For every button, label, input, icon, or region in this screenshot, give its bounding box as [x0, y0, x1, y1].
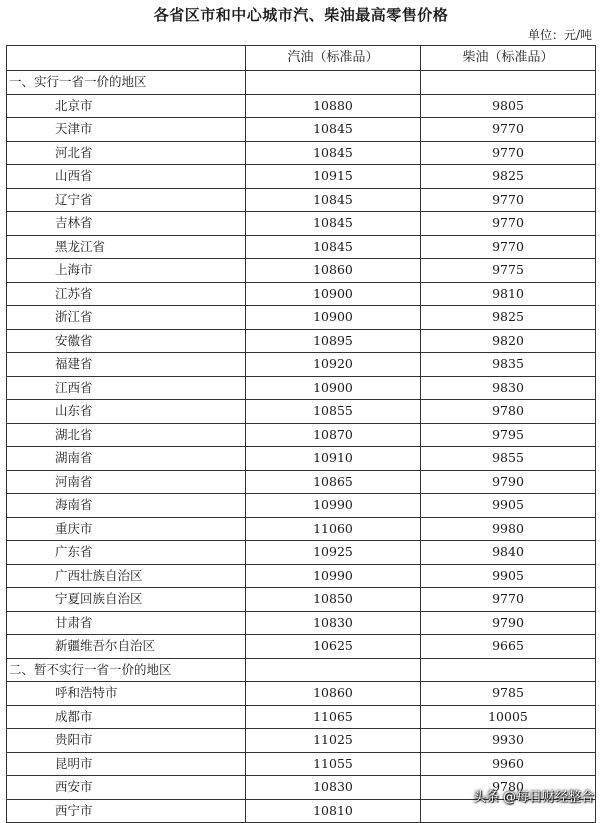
diesel-price-cell: 9810 [421, 282, 596, 306]
header-gasoline: 汽油（标准品） [246, 46, 421, 71]
gasoline-price-cell: 10870 [246, 423, 421, 447]
table-row [7, 282, 596, 306]
diesel-price-cell: 9770 [421, 235, 596, 259]
page-title: 各省区市和中心城市汽、柴油最高零售价格 [153, 6, 449, 24]
diesel-price-cell: 9780 [421, 776, 596, 800]
table-row [7, 118, 596, 142]
table-row [7, 400, 596, 424]
gasoline-price-cell: 10900 [246, 306, 421, 330]
gasoline-price-cell: 10625 [246, 635, 421, 659]
table-row [7, 588, 596, 612]
gasoline-price-cell: 10900 [246, 376, 421, 400]
diesel-price-cell: 9805 [421, 94, 596, 118]
diesel-price-cell: 9790 [421, 611, 596, 635]
table-row [7, 635, 596, 659]
diesel-price-cell: 9775 [421, 259, 596, 283]
gasoline-price-cell: 10845 [246, 235, 421, 259]
table-row [7, 564, 596, 588]
region-name-cell: 江苏省 [7, 282, 246, 306]
section-empty-cell [421, 658, 596, 682]
table-row [7, 376, 596, 400]
gasoline-price-cell: 10810 [246, 799, 421, 823]
region-name-cell: 吉林省 [7, 212, 246, 236]
table-row [7, 611, 596, 635]
diesel-price-cell: 9825 [421, 306, 596, 330]
region-name-cell: 湖南省 [7, 447, 246, 471]
section-empty-cell [421, 71, 596, 95]
region-name-cell: 成都市 [7, 705, 246, 729]
section-row [7, 658, 596, 682]
diesel-price-cell: 9855 [421, 447, 596, 471]
table-row [7, 141, 596, 165]
region-name-cell: 安徽省 [7, 329, 246, 353]
diesel-price-cell: 9835 [421, 353, 596, 377]
gasoline-price-cell: 10915 [246, 165, 421, 189]
region-name-cell: 河南省 [7, 470, 246, 494]
gasoline-price-cell: 10845 [246, 118, 421, 142]
gasoline-price-cell: 10990 [246, 494, 421, 518]
table-row [7, 541, 596, 565]
diesel-price-cell: 9905 [421, 564, 596, 588]
diesel-price-cell: 9830 [421, 376, 596, 400]
region-name-cell: 福建省 [7, 353, 246, 377]
table-row [7, 259, 596, 283]
region-name-cell: 山西省 [7, 165, 246, 189]
gasoline-price-cell: 10865 [246, 470, 421, 494]
diesel-price-cell: 9785 [421, 682, 596, 706]
diesel-price-cell: 9770 [421, 588, 596, 612]
region-name-cell: 重庆市 [7, 517, 246, 541]
region-name-cell: 呼和浩特市 [7, 682, 246, 706]
gasoline-price-cell: 10855 [246, 400, 421, 424]
table-header-row [7, 46, 596, 71]
diesel-price-cell: 9905 [421, 494, 596, 518]
section-title: 二、暂不实行一省一价的地区 [7, 658, 246, 682]
region-name-cell: 北京市 [7, 94, 246, 118]
region-name-cell: 广西壮族自治区 [7, 564, 246, 588]
section-row [7, 71, 596, 95]
price-table [6, 45, 596, 823]
gasoline-price-cell: 10860 [246, 259, 421, 283]
table-row [7, 447, 596, 471]
diesel-price-cell: 9780 [421, 400, 596, 424]
diesel-price-cell: 9795 [421, 423, 596, 447]
header-diesel: 柴油（标准品） [421, 46, 596, 71]
gasoline-price-cell: 10845 [246, 188, 421, 212]
table-row [7, 682, 596, 706]
table-row [7, 235, 596, 259]
diesel-price-cell: 9665 [421, 635, 596, 659]
table-row [7, 423, 596, 447]
diesel-price-cell: 9770 [421, 141, 596, 165]
region-name-cell: 江西省 [7, 376, 246, 400]
table-row [7, 94, 596, 118]
gasoline-price-cell: 10830 [246, 611, 421, 635]
diesel-price-cell: 9840 [421, 541, 596, 565]
gasoline-price-cell: 10845 [246, 212, 421, 236]
diesel-price-cell: 9770 [421, 188, 596, 212]
diesel-price-cell: 9770 [421, 118, 596, 142]
region-name-cell: 山东省 [7, 400, 246, 424]
table-row [7, 517, 596, 541]
region-name-cell: 上海市 [7, 259, 246, 283]
gasoline-price-cell: 10845 [246, 141, 421, 165]
gasoline-price-cell: 10910 [246, 447, 421, 471]
gasoline-price-cell: 10880 [246, 94, 421, 118]
gasoline-price-cell: 10895 [246, 329, 421, 353]
gasoline-price-cell: 10920 [246, 353, 421, 377]
unit-label: 单位：元/吨 [527, 28, 592, 42]
price-table-body [7, 46, 596, 823]
gasoline-price-cell: 10850 [246, 588, 421, 612]
table-row [7, 306, 596, 330]
region-name-cell: 甘肃省 [7, 611, 246, 635]
region-name-cell: 天津市 [7, 118, 246, 142]
gasoline-price-cell: 10990 [246, 564, 421, 588]
table-row [7, 165, 596, 189]
region-name-cell: 昆明市 [7, 752, 246, 776]
watermark: 头条 @每日财经整合 [472, 790, 594, 805]
table-row [7, 470, 596, 494]
section-title: 一、实行一省一价的地区 [7, 71, 246, 95]
table-row [7, 329, 596, 353]
table-row [7, 353, 596, 377]
diesel-price-cell: 9930 [421, 729, 596, 753]
section-empty-cell [246, 71, 421, 95]
diesel-price-cell: 9960 [421, 752, 596, 776]
gasoline-price-cell: 10830 [246, 776, 421, 800]
gasoline-price-cell: 11025 [246, 729, 421, 753]
gasoline-price-cell: 10860 [246, 682, 421, 706]
region-name-cell: 浙江省 [7, 306, 246, 330]
diesel-price-cell: 9790 [421, 470, 596, 494]
region-name-cell: 宁夏回族自治区 [7, 588, 246, 612]
table-row [7, 494, 596, 518]
diesel-price-cell: 9820 [421, 329, 596, 353]
section-empty-cell [246, 658, 421, 682]
region-name-cell: 湖北省 [7, 423, 246, 447]
diesel-price-cell: 10005 [421, 705, 596, 729]
gasoline-price-cell: 10900 [246, 282, 421, 306]
diesel-price-cell: 9825 [421, 165, 596, 189]
region-name-cell: 新疆维吾尔自治区 [7, 635, 246, 659]
table-row [7, 729, 596, 753]
table-row [7, 212, 596, 236]
region-name-cell: 西安市 [7, 776, 246, 800]
region-name-cell: 黑龙江省 [7, 235, 246, 259]
gasoline-price-cell: 11060 [246, 517, 421, 541]
region-name-cell: 西宁市 [7, 799, 246, 823]
header-region [7, 46, 246, 71]
region-name-cell: 河北省 [7, 141, 246, 165]
diesel-price-cell: 9980 [421, 517, 596, 541]
table-row [7, 705, 596, 729]
gasoline-price-cell: 11065 [246, 705, 421, 729]
table-row [7, 188, 596, 212]
region-name-cell: 贵阳市 [7, 729, 246, 753]
region-name-cell: 辽宁省 [7, 188, 246, 212]
table-row [7, 752, 596, 776]
gasoline-price-cell: 11055 [246, 752, 421, 776]
region-name-cell: 海南省 [7, 494, 246, 518]
gasoline-price-cell: 10925 [246, 541, 421, 565]
region-name-cell: 广东省 [7, 541, 246, 565]
diesel-price-cell: 9770 [421, 212, 596, 236]
